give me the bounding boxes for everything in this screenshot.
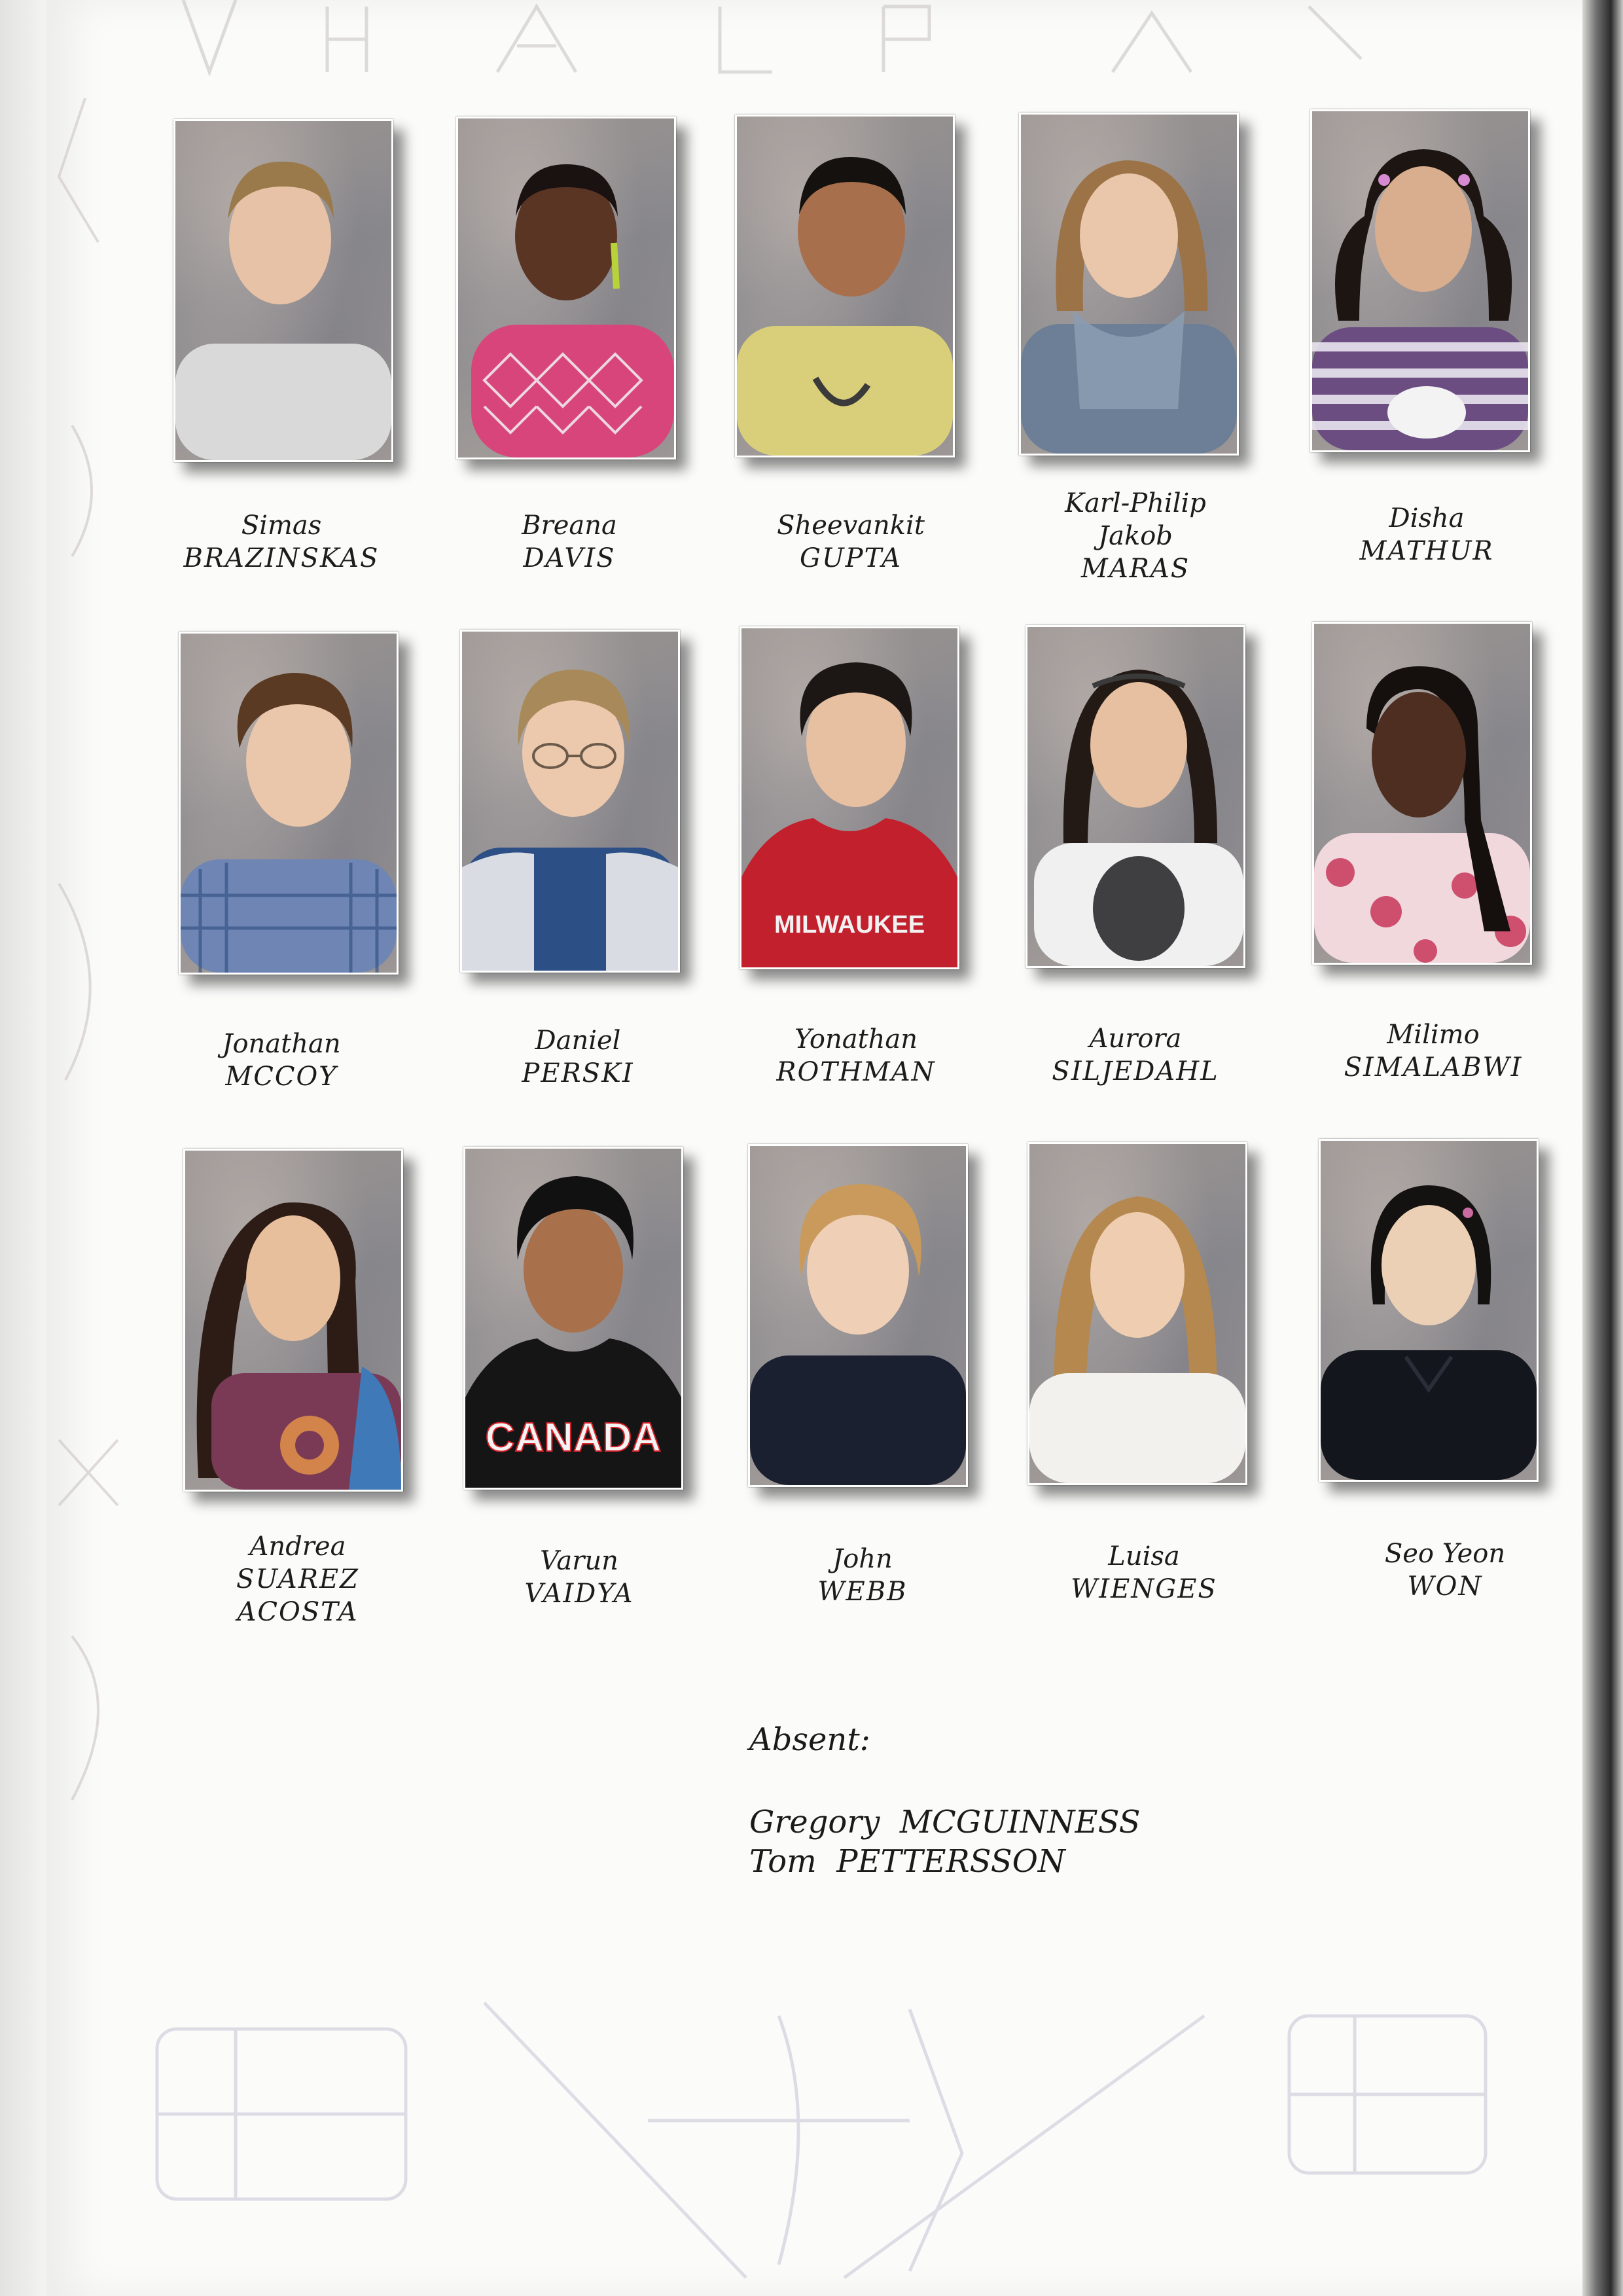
student-portrait	[1319, 1139, 1539, 1482]
student-last-name: ROTHMAN	[776, 1057, 936, 1087]
student-last-name: SIMALABWI	[1344, 1052, 1523, 1083]
page-left-margin	[0, 0, 47, 2296]
student-first-name: Simas	[241, 511, 322, 541]
student-last-name: WON	[1407, 1571, 1483, 1602]
student-name-caption	[1302, 1018, 1564, 1084]
absent-first-name: Gregory	[749, 1804, 880, 1840]
portrait-figure	[1321, 1141, 1537, 1480]
student-portrait	[1027, 1142, 1247, 1485]
portrait-figure	[1314, 624, 1530, 963]
student-name-caption	[438, 509, 700, 575]
student-first-name: Milimo	[1387, 1020, 1480, 1050]
absent-student	[749, 1842, 1338, 1881]
student-last-name: MARAS	[1080, 554, 1190, 584]
student-first-name: Daniel	[535, 1026, 621, 1056]
portrait-figure	[1029, 1144, 1245, 1483]
student-name-caption	[725, 1023, 987, 1088]
portrait-figure	[185, 1151, 401, 1490]
student-first-name: Karl-Philip	[1065, 488, 1206, 518]
student-portrait	[740, 626, 959, 969]
student-portrait	[1026, 625, 1245, 968]
student-portrait	[460, 630, 680, 973]
student-name-caption	[151, 509, 412, 575]
student-portrait	[1312, 622, 1532, 965]
student-last-name: ACOSTA	[237, 1597, 359, 1627]
student-name-caption	[447, 1024, 709, 1090]
student-name-caption	[1005, 487, 1266, 585]
student-name-caption	[448, 1545, 710, 1610]
portrait-figure	[181, 634, 397, 973]
portrait-figure	[1021, 115, 1237, 454]
student-name-caption	[1005, 1022, 1266, 1088]
student-first-name: Varun	[540, 1546, 618, 1576]
student-portrait	[1019, 113, 1239, 456]
student-portrait	[1310, 109, 1530, 452]
book-binding-edge	[1582, 0, 1623, 2296]
hoodie-lettering: CANADA	[485, 1415, 662, 1460]
student-last-name: MCCOY	[225, 1062, 338, 1092]
student-first-name: John	[832, 1544, 893, 1574]
student-middle-name: Jakob	[1098, 521, 1173, 551]
student-portrait	[173, 119, 393, 462]
student-first-name: Andrea	[249, 1532, 346, 1562]
student-name-caption	[167, 1530, 429, 1628]
student-portrait	[183, 1149, 403, 1492]
student-last-name: DAVIS	[523, 543, 616, 573]
absent-last-name: PETTERSSON	[836, 1843, 1065, 1880]
student-name-caption	[1296, 502, 1558, 567]
student-last-name: WEBB	[817, 1577, 908, 1607]
student-last-name: WIENGES	[1071, 1574, 1217, 1604]
absent-student	[749, 1803, 1338, 1842]
student-portrait	[735, 115, 955, 457]
portrait-figure	[462, 632, 678, 971]
student-first-name: Aurora	[1089, 1024, 1182, 1054]
portrait-figure	[737, 117, 953, 456]
student-first-name: Sheevankit	[777, 511, 925, 541]
student-last-name: BRAZINSKAS	[183, 543, 380, 573]
student-last-name: PERSKI	[522, 1058, 634, 1088]
student-middle-name: SUAREZ	[236, 1564, 359, 1594]
student-first-name: Disha	[1389, 503, 1465, 533]
student-name-caption	[720, 509, 982, 575]
student-last-name: GUPTA	[800, 543, 902, 573]
student-portrait	[456, 117, 676, 459]
student-name-caption	[1314, 1537, 1576, 1603]
student-name-caption	[732, 1543, 993, 1608]
student-name-caption	[151, 1028, 412, 1093]
portrait-figure	[741, 628, 957, 967]
student-portrait	[179, 632, 399, 975]
student-last-name: VAIDYA	[524, 1579, 634, 1609]
portrait-figure	[458, 118, 674, 457]
student-last-name: SILJEDAHL	[1052, 1056, 1219, 1086]
portrait-figure	[750, 1146, 966, 1485]
student-portrait	[748, 1144, 968, 1487]
student-first-name: Jonathan	[222, 1029, 341, 1059]
portrait-figure	[465, 1149, 681, 1488]
portrait-figure	[1027, 627, 1243, 966]
student-last-name: MATHUR	[1359, 536, 1494, 566]
student-portrait	[463, 1147, 683, 1490]
absent-first-name: Tom	[749, 1843, 817, 1880]
portrait-figure	[1312, 111, 1528, 450]
student-name-caption	[1013, 1540, 1275, 1605]
student-first-name: Luisa	[1108, 1541, 1180, 1571]
hoodie-lettering: MILWAUKEE	[774, 911, 925, 939]
student-first-name: Yonathan	[794, 1024, 918, 1054]
portrait-figure	[175, 121, 391, 460]
absent-list	[749, 1721, 1338, 1881]
student-first-name: Breana	[522, 511, 617, 541]
absent-heading: Absent:	[749, 1721, 870, 1758]
student-first-name: Seo Yeon	[1384, 1539, 1506, 1569]
absent-last-name: MCGUINNESS	[899, 1804, 1141, 1840]
